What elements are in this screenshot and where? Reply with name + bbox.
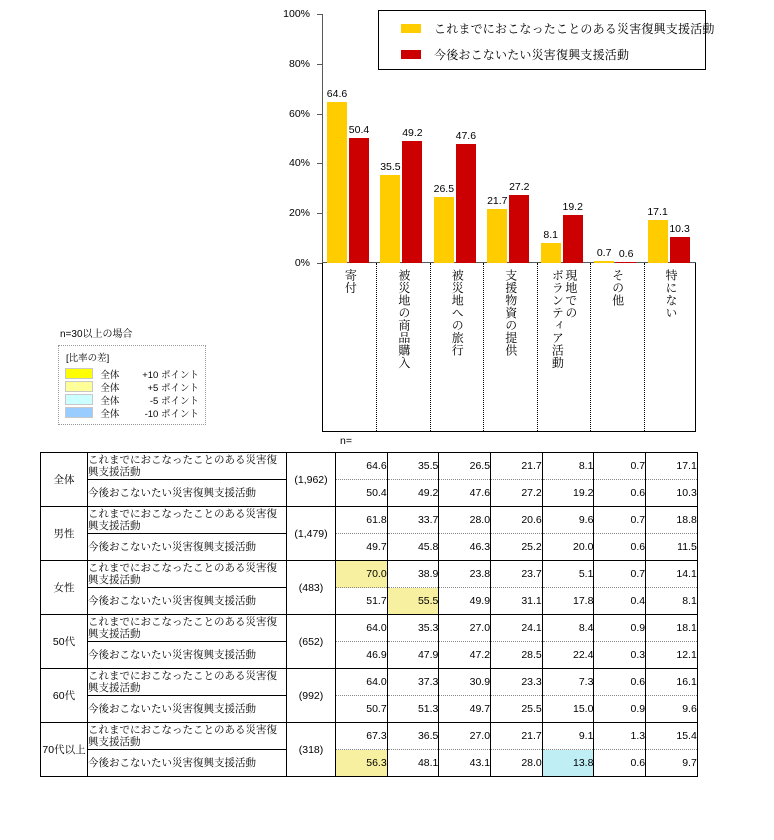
table-row: [41, 507, 698, 534]
difference-legend: [58, 345, 206, 425]
category-label-column: 寄付: [343, 269, 358, 294]
table-cell-value: 43.1: [439, 750, 491, 777]
table-question-label: 今後おこないたい災害復興支援活動: [88, 642, 287, 669]
bar-value-label: 0.6: [618, 247, 634, 260]
category-label: [644, 269, 697, 319]
table-row: [41, 669, 698, 696]
table-group-label: 全体: [41, 453, 88, 507]
table-question-label: これまでにおこなったことのある災害復興支援活動: [88, 507, 287, 534]
bar-value-label: 17.1: [647, 206, 668, 219]
table-cell-value: 50.7: [336, 696, 388, 723]
difference-legend-swatch: [65, 368, 93, 379]
category-label-column: 被災地への旅行: [450, 269, 465, 357]
table-cell-value: 0.6: [594, 669, 646, 696]
table-sample-size: (318): [287, 723, 336, 777]
table-cell-value: 35.3: [387, 615, 439, 642]
table-cell-value: 21.7: [491, 453, 543, 480]
bar-value-label: 49.2: [402, 126, 423, 139]
bar-value-label: 19.2: [562, 201, 583, 214]
table-cell-value: 17.8: [542, 588, 594, 615]
bar: [326, 88, 348, 263]
difference-legend-swatch: [65, 394, 93, 405]
table-cell-value: 67.3: [336, 723, 388, 750]
table-question-label: 今後おこないたい災害復興支援活動: [88, 588, 287, 615]
table-sample-size: (992): [287, 669, 336, 723]
bar-value-label: 0.7: [596, 247, 612, 260]
bar-value-label: 50.4: [348, 123, 370, 136]
table-cell-value: 0.6: [594, 750, 646, 777]
difference-legend-swatch: [65, 381, 93, 392]
table-cell-value: 70.0: [336, 561, 388, 588]
table-question-label: 今後おこないたい災害復興支援活動: [88, 534, 287, 561]
table-cell-value: 38.9: [387, 561, 439, 588]
bar-value-label: 21.7: [487, 194, 508, 207]
difference-legend-text: 全体 +5 ポイント: [100, 382, 199, 394]
table-row: [41, 588, 698, 615]
table-cell-value: 46.9: [336, 642, 388, 669]
table-cell-value: 27.0: [439, 723, 491, 750]
category-label-column: その他: [610, 269, 625, 307]
table-cell-value: 15.0: [542, 696, 594, 723]
data-table: [40, 452, 698, 777]
bar-value-label: 47.6: [455, 130, 477, 143]
table-cell-value: 55.5: [387, 588, 439, 615]
table-cell-value: 45.8: [387, 534, 439, 561]
difference-legend-row: [65, 367, 199, 380]
legend-label-future: 今後おこないたい災害復興支援活動: [434, 48, 630, 62]
table-cell-value: 64.0: [336, 615, 388, 642]
bar: [487, 194, 508, 263]
y-tick-label: 80%: [288, 57, 310, 70]
table-cell-value: 22.4: [542, 642, 594, 669]
difference-legend-row: [65, 393, 199, 406]
bar: [541, 228, 561, 263]
table-row: [41, 480, 698, 507]
table-cell-value: 35.5: [387, 453, 439, 480]
table-cell-value: 0.9: [594, 696, 646, 723]
bar: [455, 130, 477, 263]
table-question-label: これまでにおこなったことのある災害復興支援活動: [88, 561, 287, 588]
table-cell-value: 19.2: [542, 480, 594, 507]
table-question-label: これまでにおこなったことのある災害復興支援活動: [88, 669, 287, 696]
table-cell-value: 36.5: [387, 723, 439, 750]
table-cell-value: 28.5: [491, 642, 543, 669]
table-cell-value: 5.1: [542, 561, 594, 588]
bar: [509, 181, 530, 263]
table-cell-value: 0.7: [594, 507, 646, 534]
category-label: [590, 269, 643, 307]
bar: [433, 183, 455, 263]
table-cell-value: 47.6: [439, 480, 491, 507]
table-cell-value: 14.1: [646, 561, 698, 588]
bar-value-label: 27.2: [509, 181, 530, 194]
table-cell-value: 16.1: [646, 669, 698, 696]
table-cell-value: 46.3: [439, 534, 491, 561]
difference-legend-row: [65, 380, 199, 393]
table-cell-value: 25.2: [491, 534, 543, 561]
category-label-column: 現地での: [563, 269, 578, 319]
difference-legend-text: 全体 -10 ポイント: [100, 408, 199, 420]
table-cell-value: 24.1: [491, 615, 543, 642]
table-row: [41, 642, 698, 669]
category-label: [376, 269, 429, 369]
y-tick-label: 0%: [294, 257, 310, 269]
table-cell-value: 64.6: [336, 453, 388, 480]
difference-legend-title: [比率の差]: [66, 353, 110, 364]
table-cell-value: 51.3: [387, 696, 439, 723]
table-cell-value: 33.7: [387, 507, 439, 534]
bar: [562, 201, 583, 263]
table-cell-value: 49.9: [439, 588, 491, 615]
table-row: [41, 561, 698, 588]
table-cell-value: 0.4: [594, 588, 646, 615]
table-question-label: これまでにおこなったことのある災害復興支援活動: [88, 453, 287, 480]
y-tick-label: 20%: [288, 207, 310, 220]
table-question-label: 今後おこないたい災害復興支援活動: [88, 696, 287, 723]
sample-size-note: n=30以上の場合: [60, 329, 133, 340]
table-cell-value: 23.3: [491, 669, 543, 696]
table-group-label: 男性: [41, 507, 88, 561]
category-label: [537, 269, 590, 369]
y-tick-label: 100%: [283, 8, 310, 20]
table-cell-value: 47.9: [387, 642, 439, 669]
table-cell-value: 20.6: [491, 507, 543, 534]
table-sample-size: (1,962): [287, 453, 336, 507]
table-cell-value: 0.3: [594, 642, 646, 669]
table-cell-value: 13.8: [542, 750, 594, 777]
table-cell-value: 28.0: [439, 507, 491, 534]
category-label: [430, 269, 483, 357]
bar: [669, 223, 690, 263]
table-group-label: 女性: [41, 561, 88, 615]
table-cell-value: 7.3: [542, 669, 594, 696]
plot-area: [283, 8, 696, 269]
table-cell-value: 56.3: [336, 750, 388, 777]
table-group-label: 70代以上: [41, 723, 88, 777]
table-cell-value: 30.9: [439, 669, 491, 696]
table-cell-value: 12.1: [646, 642, 698, 669]
legend-label-past: これまでにおこなったことのある災害復興支援活動: [434, 22, 715, 36]
table-cell-value: 49.2: [387, 480, 439, 507]
difference-legend-text: 全体 -5 ポイント: [100, 395, 199, 407]
difference-legend-rows: [65, 367, 199, 419]
table-cell-value: 18.1: [646, 615, 698, 642]
table-cell-value: 27.0: [439, 615, 491, 642]
table-cell-value: 8.1: [542, 453, 594, 480]
table-cell-value: 20.0: [542, 534, 594, 561]
category-label: [483, 269, 536, 357]
table-cell-value: 11.5: [646, 534, 698, 561]
table-row: [41, 723, 698, 750]
category-label-box: [322, 263, 696, 432]
table-question-label: 今後おこないたい災害復興支援活動: [88, 750, 287, 777]
difference-legend-swatch: [65, 407, 93, 418]
category-label-column: 被災地の商品購入: [396, 269, 411, 369]
y-tick-label: 40%: [288, 157, 310, 170]
table-cell-value: 10.3: [646, 480, 698, 507]
table-cell-value: 48.1: [387, 750, 439, 777]
bar: [348, 123, 370, 263]
bar-value-label: 10.3: [669, 223, 690, 236]
table-cell-value: 37.3: [387, 669, 439, 696]
category-label-column: 特にない: [663, 269, 678, 319]
bar-value-label: 26.5: [433, 183, 455, 196]
table-cell-value: 50.4: [336, 480, 388, 507]
table-cell-value: 27.2: [491, 480, 543, 507]
table-question-label: これまでにおこなったことのある災害復興支援活動: [88, 723, 287, 750]
table-sample-size: (1,479): [287, 507, 336, 561]
table-cell-value: 31.1: [491, 588, 543, 615]
table-cell-value: 28.0: [491, 750, 543, 777]
table-cell-value: 23.7: [491, 561, 543, 588]
table-cell-value: 51.7: [336, 588, 388, 615]
table-cell-value: 21.7: [491, 723, 543, 750]
n-header-label: n=: [340, 435, 352, 447]
table-cell-value: 15.4: [646, 723, 698, 750]
table-row: [41, 453, 698, 480]
category-label-column: ボランティア活動: [550, 269, 565, 369]
table-cell-value: 25.5: [491, 696, 543, 723]
table-row: [41, 696, 698, 723]
table-cell-value: 0.7: [594, 561, 646, 588]
bar: [402, 126, 423, 264]
table-cell-value: 1.3: [594, 723, 646, 750]
table-cell-value: 9.6: [646, 696, 698, 723]
table-group-label: 50代: [41, 615, 88, 669]
table-row: [41, 534, 698, 561]
y-tick-label: 60%: [288, 107, 310, 120]
table-cell-value: 61.8: [336, 507, 388, 534]
bar-series-container: [322, 14, 696, 263]
table-cell-value: 18.8: [646, 507, 698, 534]
table-question-label: これまでにおこなったことのある災害復興支援活動: [88, 615, 287, 642]
bar-value-label: 8.1: [543, 228, 559, 241]
table-sample-size: (652): [287, 615, 336, 669]
table-cell-value: 49.7: [439, 696, 491, 723]
table-cell-value: 23.8: [439, 561, 491, 588]
table-cell-value: 9.1: [542, 723, 594, 750]
table-cell-value: 0.6: [594, 480, 646, 507]
category-label: [323, 269, 376, 294]
difference-legend-text: 全体 +10 ポイント: [100, 369, 199, 381]
table-row: [41, 615, 698, 642]
table-sample-size: (483): [287, 561, 336, 615]
table-cell-value: 9.7: [646, 750, 698, 777]
table-cell-value: 47.2: [439, 642, 491, 669]
table-cell-value: 64.0: [336, 669, 388, 696]
table-cell-value: 8.4: [542, 615, 594, 642]
table-question-label: 今後おこないたい災害復興支援活動: [88, 480, 287, 507]
table-cell-value: 49.7: [336, 534, 388, 561]
bar: [647, 206, 668, 263]
table-cell-value: 17.1: [646, 453, 698, 480]
table-cell-value: 0.6: [594, 534, 646, 561]
bar-value-label: 64.6: [326, 88, 348, 101]
table-cell-value: 9.6: [542, 507, 594, 534]
bar-value-label: 35.5: [380, 160, 401, 173]
difference-legend-row: [65, 406, 199, 419]
table-cell-value: 0.7: [594, 453, 646, 480]
table-group-label: 60代: [41, 669, 88, 723]
bar: [380, 160, 401, 263]
table-cell-value: 8.1: [646, 588, 698, 615]
table-row: [41, 750, 698, 777]
table-cell-value: 26.5: [439, 453, 491, 480]
table-cell-value: 0.9: [594, 615, 646, 642]
category-label-column: 支援物資の提供: [503, 269, 518, 357]
